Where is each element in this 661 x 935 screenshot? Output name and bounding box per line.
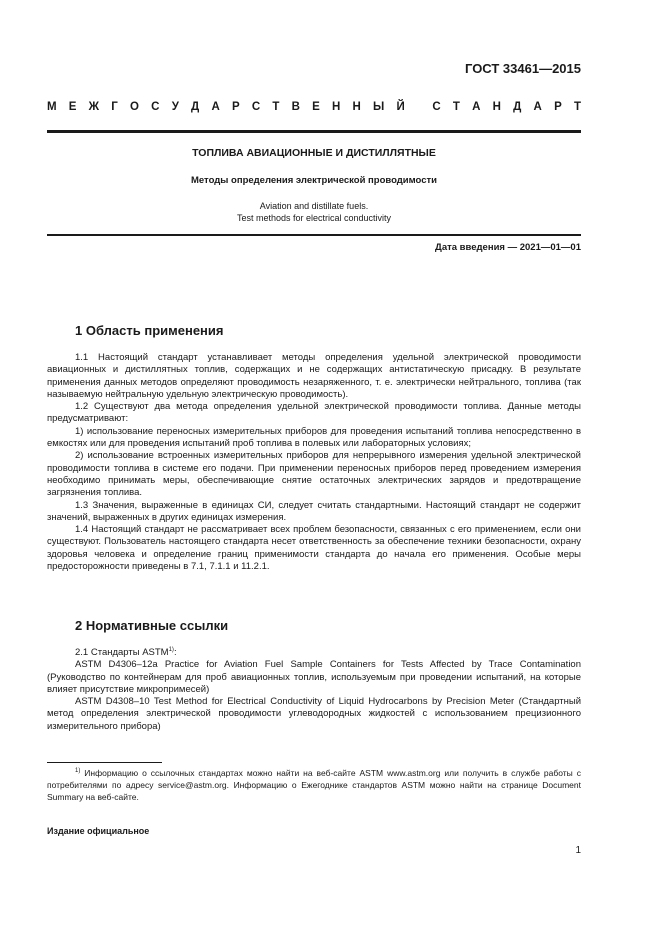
banner-letter: Ы	[373, 101, 385, 113]
footnote-reference[interactable]: 1)	[168, 646, 174, 653]
section-references	[47, 618, 581, 733]
references-intro	[47, 647, 581, 659]
reference-item: ASTM D4306–12a Practice for Aviation Fuel Sample Containers for Tests Affected by Trace Contamination (Руководство по контейнерам для проб авиационных топлив, используемым при проведении испытаний, на которые влияет присутствие микропримесей)	[47, 659, 581, 695]
header-rule	[47, 130, 581, 133]
references-body	[47, 647, 581, 733]
footnote-mark: 1)	[75, 768, 81, 775]
section-title-references: 2 Нормативные ссылки	[75, 618, 229, 633]
banner-letter: Д	[191, 101, 200, 113]
banner-letter: Н	[352, 101, 361, 113]
banner-letter: С	[151, 101, 160, 113]
standard-banner	[47, 101, 581, 113]
banner-letter: А	[472, 101, 481, 113]
english-title-line1: Aviation and distillate fuels.	[259, 201, 369, 211]
banner-letter: С	[251, 101, 261, 113]
references-intro-text: 2.1 Стандарты ASTM	[75, 647, 169, 658]
section-title-scope: 1 Область применения	[75, 323, 224, 338]
paragraph: 1.2 Существуют два метода определения удельной электрической проводимости топлива. Данные методы предусматривают:	[47, 401, 581, 425]
paragraph: 1) использование переносных измерительных приборов для проведения испытаний топлива непосредственно в емкостях или для проведения испытаний проб топлива в полевых или лабораторных условиях;	[47, 425, 581, 450]
banner-letter	[417, 101, 420, 113]
footnote	[47, 767, 581, 803]
references-intro-tail: :	[173, 647, 177, 658]
banner-letter: Ж	[88, 101, 100, 113]
document-title: ТОПЛИВА АВИАЦИОННЫЕ И ДИСТИЛЛЯТНЫЕ	[192, 147, 436, 159]
banner-letter: Т	[573, 101, 581, 113]
page-number: 1	[575, 845, 581, 856]
reference-item: ASTM D4308–10 Test Method for Electrical Conductivity of Liquid Hydrocarbons by Precision Meter (Стандартный метод определения электрической проводимости углеводородных жидкостей с использованием прецизионного измерительного прибора)	[47, 696, 581, 732]
banner-letter: В	[291, 101, 300, 113]
banner-letter: С	[432, 101, 441, 113]
banner-letter: Й	[396, 101, 405, 113]
paragraph: 1.3 Значения, выраженные в единицах СИ, следует считать стандартными. Настоящий стандарт не содержит значений, выраженных в других единицах измерения.	[47, 499, 581, 523]
banner-letter: А	[211, 101, 220, 113]
paragraph: 2) использование встроенных измерительных приборов для непрерывного измерения удельной электрической проводимости топлива в системе его подачи. При применении переносных приборов перед проведением измерения необходимо принимать меры, обеспечивающие снятие остаточных электрических зарядов и предотвращение загрязнения топлива.	[47, 450, 581, 499]
banner-letter: Н	[331, 101, 341, 113]
introduction-date: Дата введения — 2021—01—01	[435, 242, 581, 253]
footnote-text	[47, 767, 581, 803]
edition-label: Издание официальное	[47, 826, 150, 836]
banner-letter: Т	[452, 101, 460, 113]
section-scope	[47, 323, 581, 573]
document-subtitle: Методы определения электрической проводимости	[190, 175, 438, 186]
banner-letter: А	[533, 101, 542, 113]
footnote-rule	[47, 762, 162, 763]
english-title	[47, 200, 581, 224]
banner-letter: У	[171, 101, 179, 113]
banner-letter: М	[47, 101, 57, 113]
banner-letter: О	[130, 101, 139, 113]
banner-letter: Е	[68, 101, 77, 113]
banner-letter: Т	[272, 101, 280, 113]
banner-letter: Р	[231, 101, 240, 113]
banner-letter: Д	[513, 101, 522, 113]
banner-letter: Г	[111, 101, 118, 113]
title-rule	[47, 234, 581, 236]
paragraph: 1.4 Настоящий стандарт не рассматривает всех проблем безопасности, связанных с его применением, если они существуют. Пользователь настоящего стандарта несет ответственность за обеспечение техники безопасности, охрану здоровья человека и определение границ применимости стандарта до начала его применения. Особые меры предосторожности приведены в 7.1, 7.1.1 и 11.2.1.	[47, 524, 581, 573]
document-id: ГОСТ 33461—2015	[465, 61, 581, 76]
footnote-body: Информацию о ссылочных стандартах можно найти на веб-сайте ASTM www.astm.org или получить в службе работы с потребителями по адресу service@astm.org. Информацию о Ежегоднике стандартов ASTM можно найти на странице Document Summary на веб-сайте.	[47, 768, 581, 802]
english-title-line2: Test methods for electrical conductivity	[236, 213, 392, 223]
banner-letter: Н	[492, 101, 501, 113]
banner-letter: Е	[312, 101, 320, 113]
scope-body	[47, 352, 581, 573]
paragraph: 1.1 Настоящий стандарт устанавливает методы определения удельной электрической проводимости авиационных и дистиллятных топлив, содержащих и не содержащих антистатическую присадку. В результате применения данных методов определяют проводимость незаряженного, т. е. электрически нейтрального, топлива (так называемую нейтральную удельную электрическую проводимость).	[47, 352, 581, 400]
banner-letter: Р	[554, 101, 562, 113]
